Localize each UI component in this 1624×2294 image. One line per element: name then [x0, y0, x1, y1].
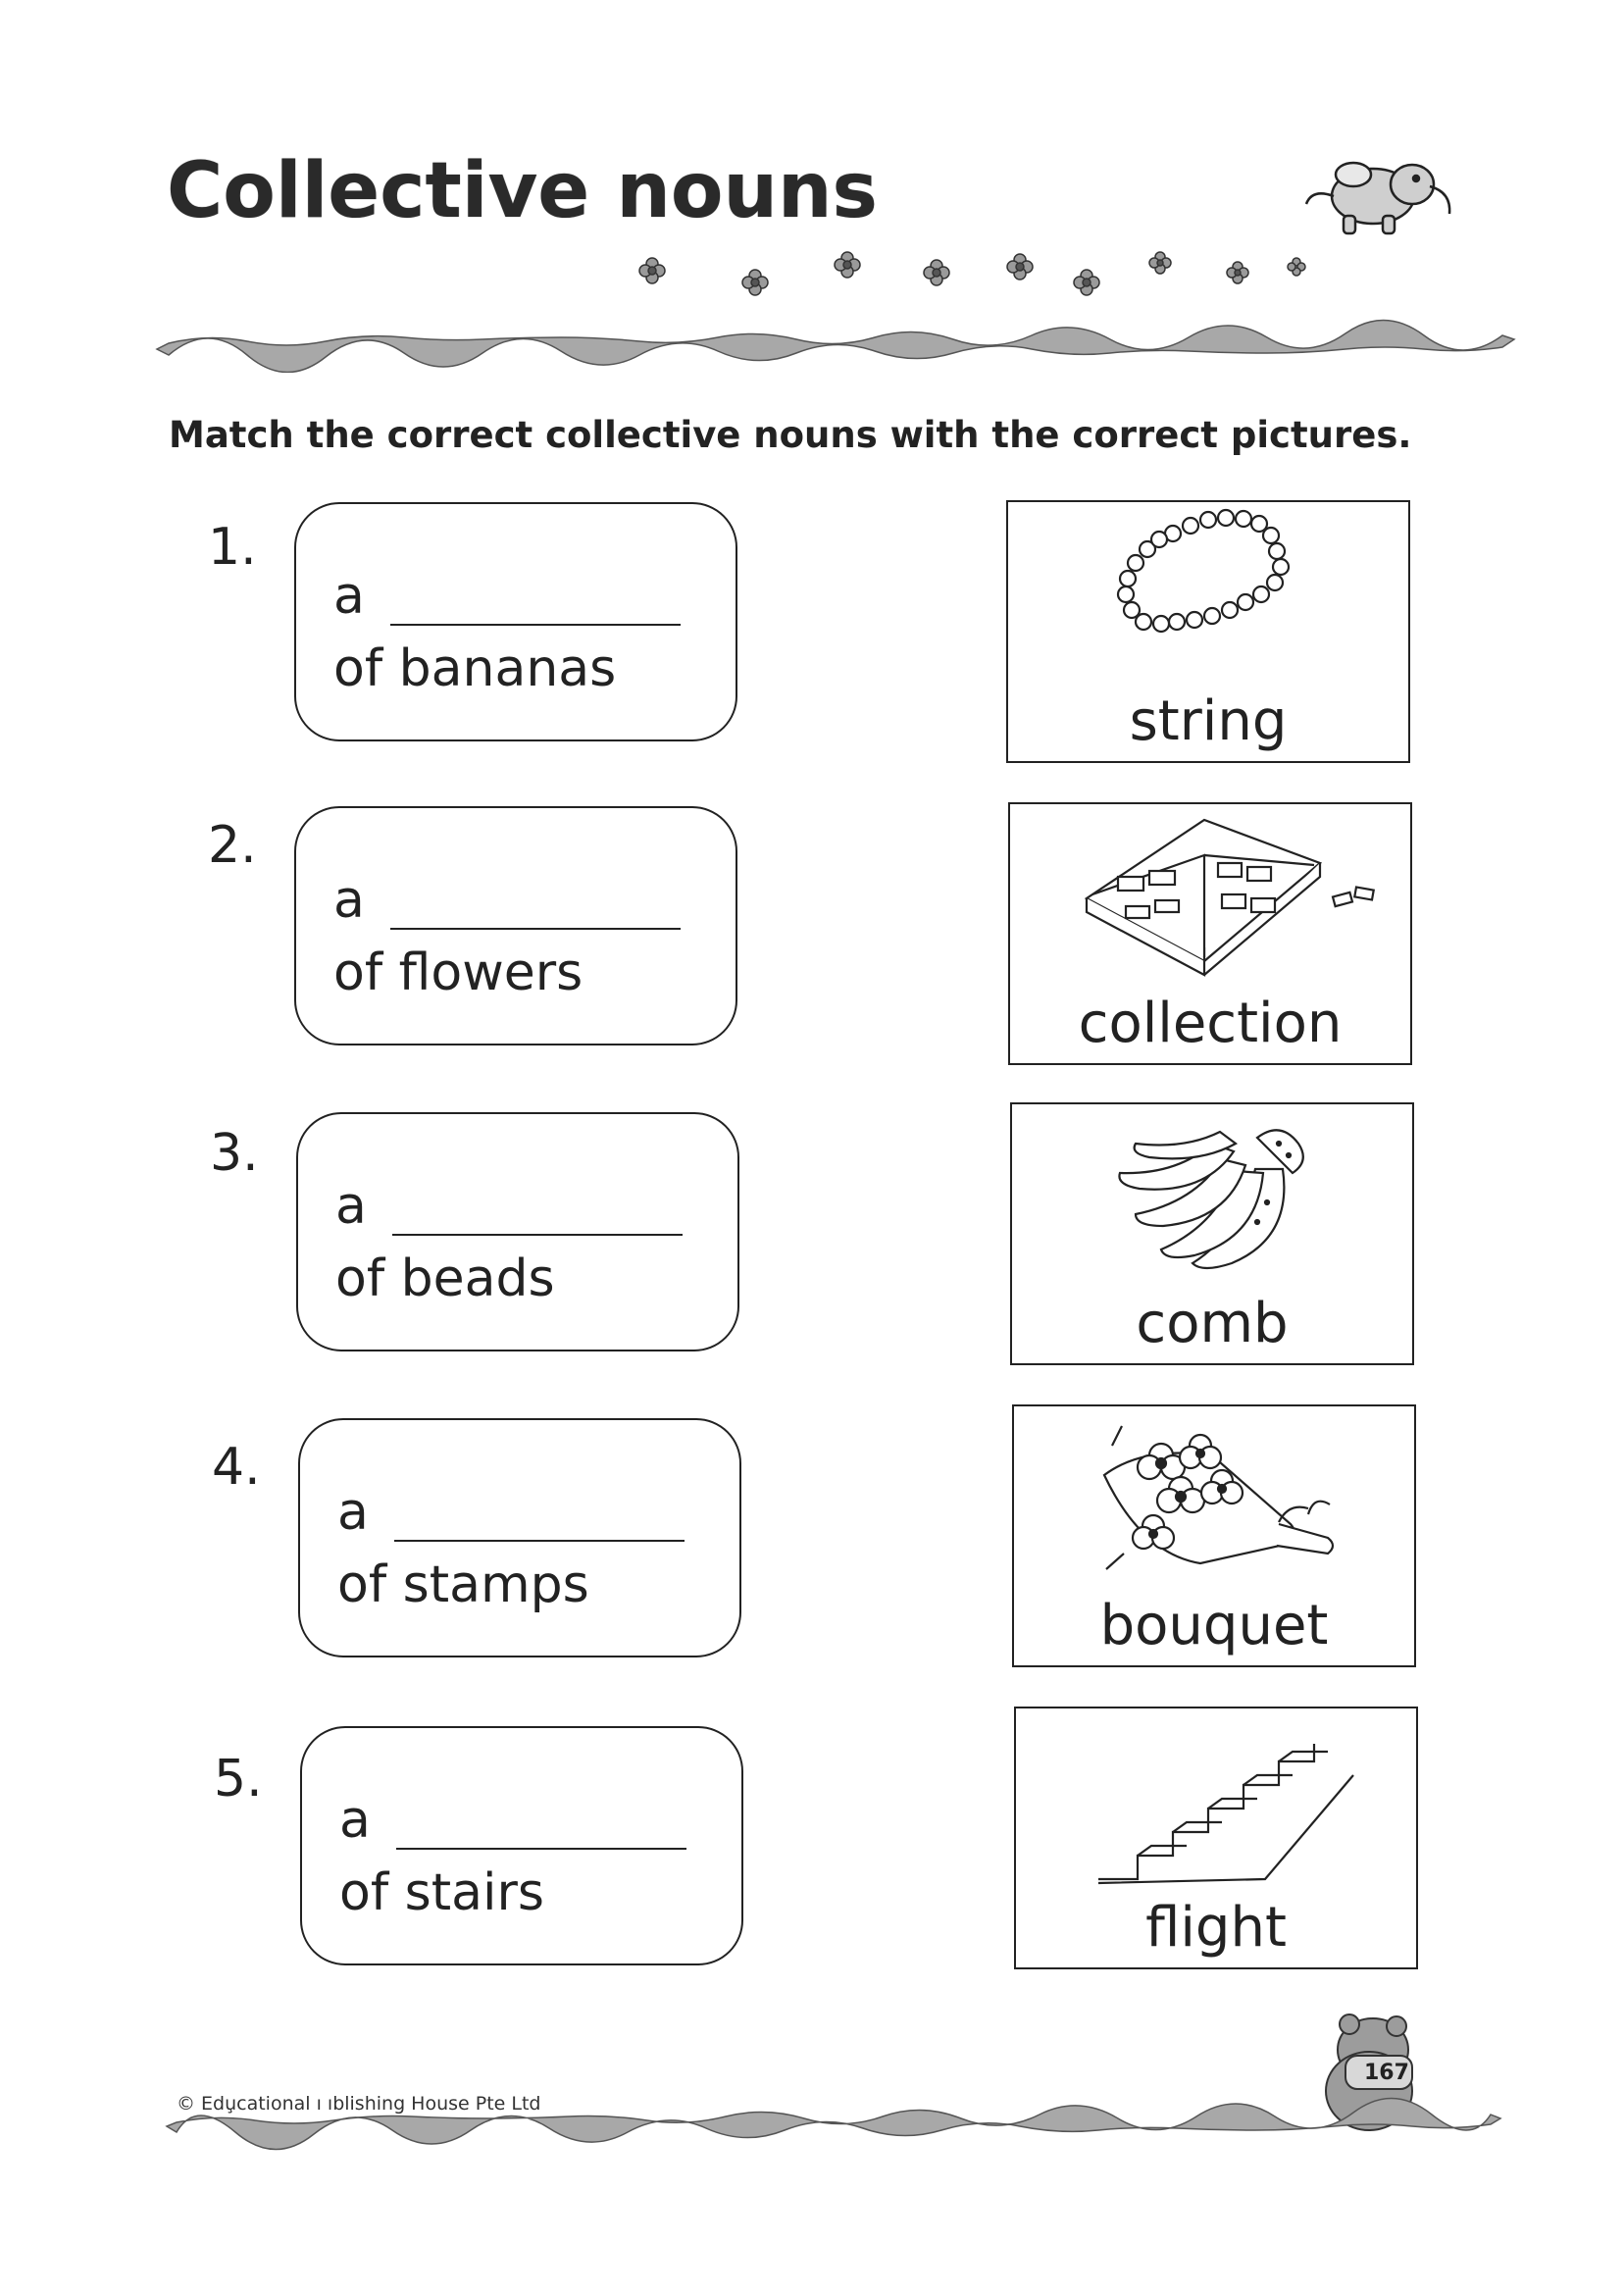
answer-blank[interactable]	[390, 928, 681, 930]
article-text: a	[333, 567, 365, 626]
answer-blank[interactable]	[392, 1234, 683, 1236]
elephant-mascot-icon	[1306, 163, 1449, 233]
question-number: 2.	[208, 816, 257, 875]
question-number: 3.	[210, 1124, 259, 1183]
answer-box	[296, 1112, 739, 1351]
answer-box	[300, 1726, 743, 1965]
picture-card-collection[interactable]	[1008, 802, 1412, 1065]
picture-card-string[interactable]	[1006, 500, 1410, 763]
picture-card-comb[interactable]	[1010, 1102, 1414, 1365]
question-number: 5.	[214, 1750, 263, 1809]
article-text: a	[335, 1177, 367, 1236]
answer-box	[298, 1418, 741, 1657]
question-number: 1.	[208, 518, 257, 577]
page-number: 167	[1364, 2061, 1409, 2085]
page-title: Collective nouns	[167, 147, 878, 235]
stamp-album-icon	[1010, 804, 1414, 1000]
picture-label: collection	[1078, 992, 1343, 1055]
noun-phrase: of beads	[335, 1249, 555, 1308]
bead-necklace-icon	[1008, 502, 1412, 698]
picture-card-flight[interactable]	[1014, 1707, 1418, 1969]
noun-phrase: of stairs	[339, 1863, 544, 1922]
noun-phrase: of flowers	[333, 943, 584, 1002]
question-number: 4.	[212, 1438, 261, 1497]
instruction-text: Match the correct collective nouns with the correct pictures.	[169, 414, 1412, 456]
article-text: a	[339, 1791, 371, 1850]
picture-label: flight	[1145, 1896, 1287, 1960]
banana-bunch-icon	[1012, 1104, 1416, 1300]
answer-box	[294, 806, 737, 1045]
top-divider	[157, 320, 1514, 372]
picture-label: comb	[1136, 1292, 1289, 1355]
answer-box	[294, 502, 737, 741]
picture-card-bouquet[interactable]	[1012, 1404, 1416, 1667]
flower-trail-icon	[639, 252, 1305, 295]
staircase-icon	[1016, 1708, 1420, 1905]
answer-blank[interactable]	[390, 624, 681, 626]
picture-label: bouquet	[1099, 1594, 1329, 1657]
answer-blank[interactable]	[396, 1848, 686, 1850]
noun-phrase: of stamps	[337, 1555, 589, 1614]
copyright-text: © Edu̧cational ı ıblishing House Pte Ltd	[177, 2093, 541, 2115]
noun-phrase: of bananas	[333, 639, 617, 698]
article-text: a	[333, 871, 365, 930]
picture-label: string	[1129, 689, 1288, 753]
flower-bouquet-icon	[1014, 1406, 1418, 1603]
answer-blank[interactable]	[394, 1540, 685, 1542]
article-text: a	[337, 1483, 369, 1542]
